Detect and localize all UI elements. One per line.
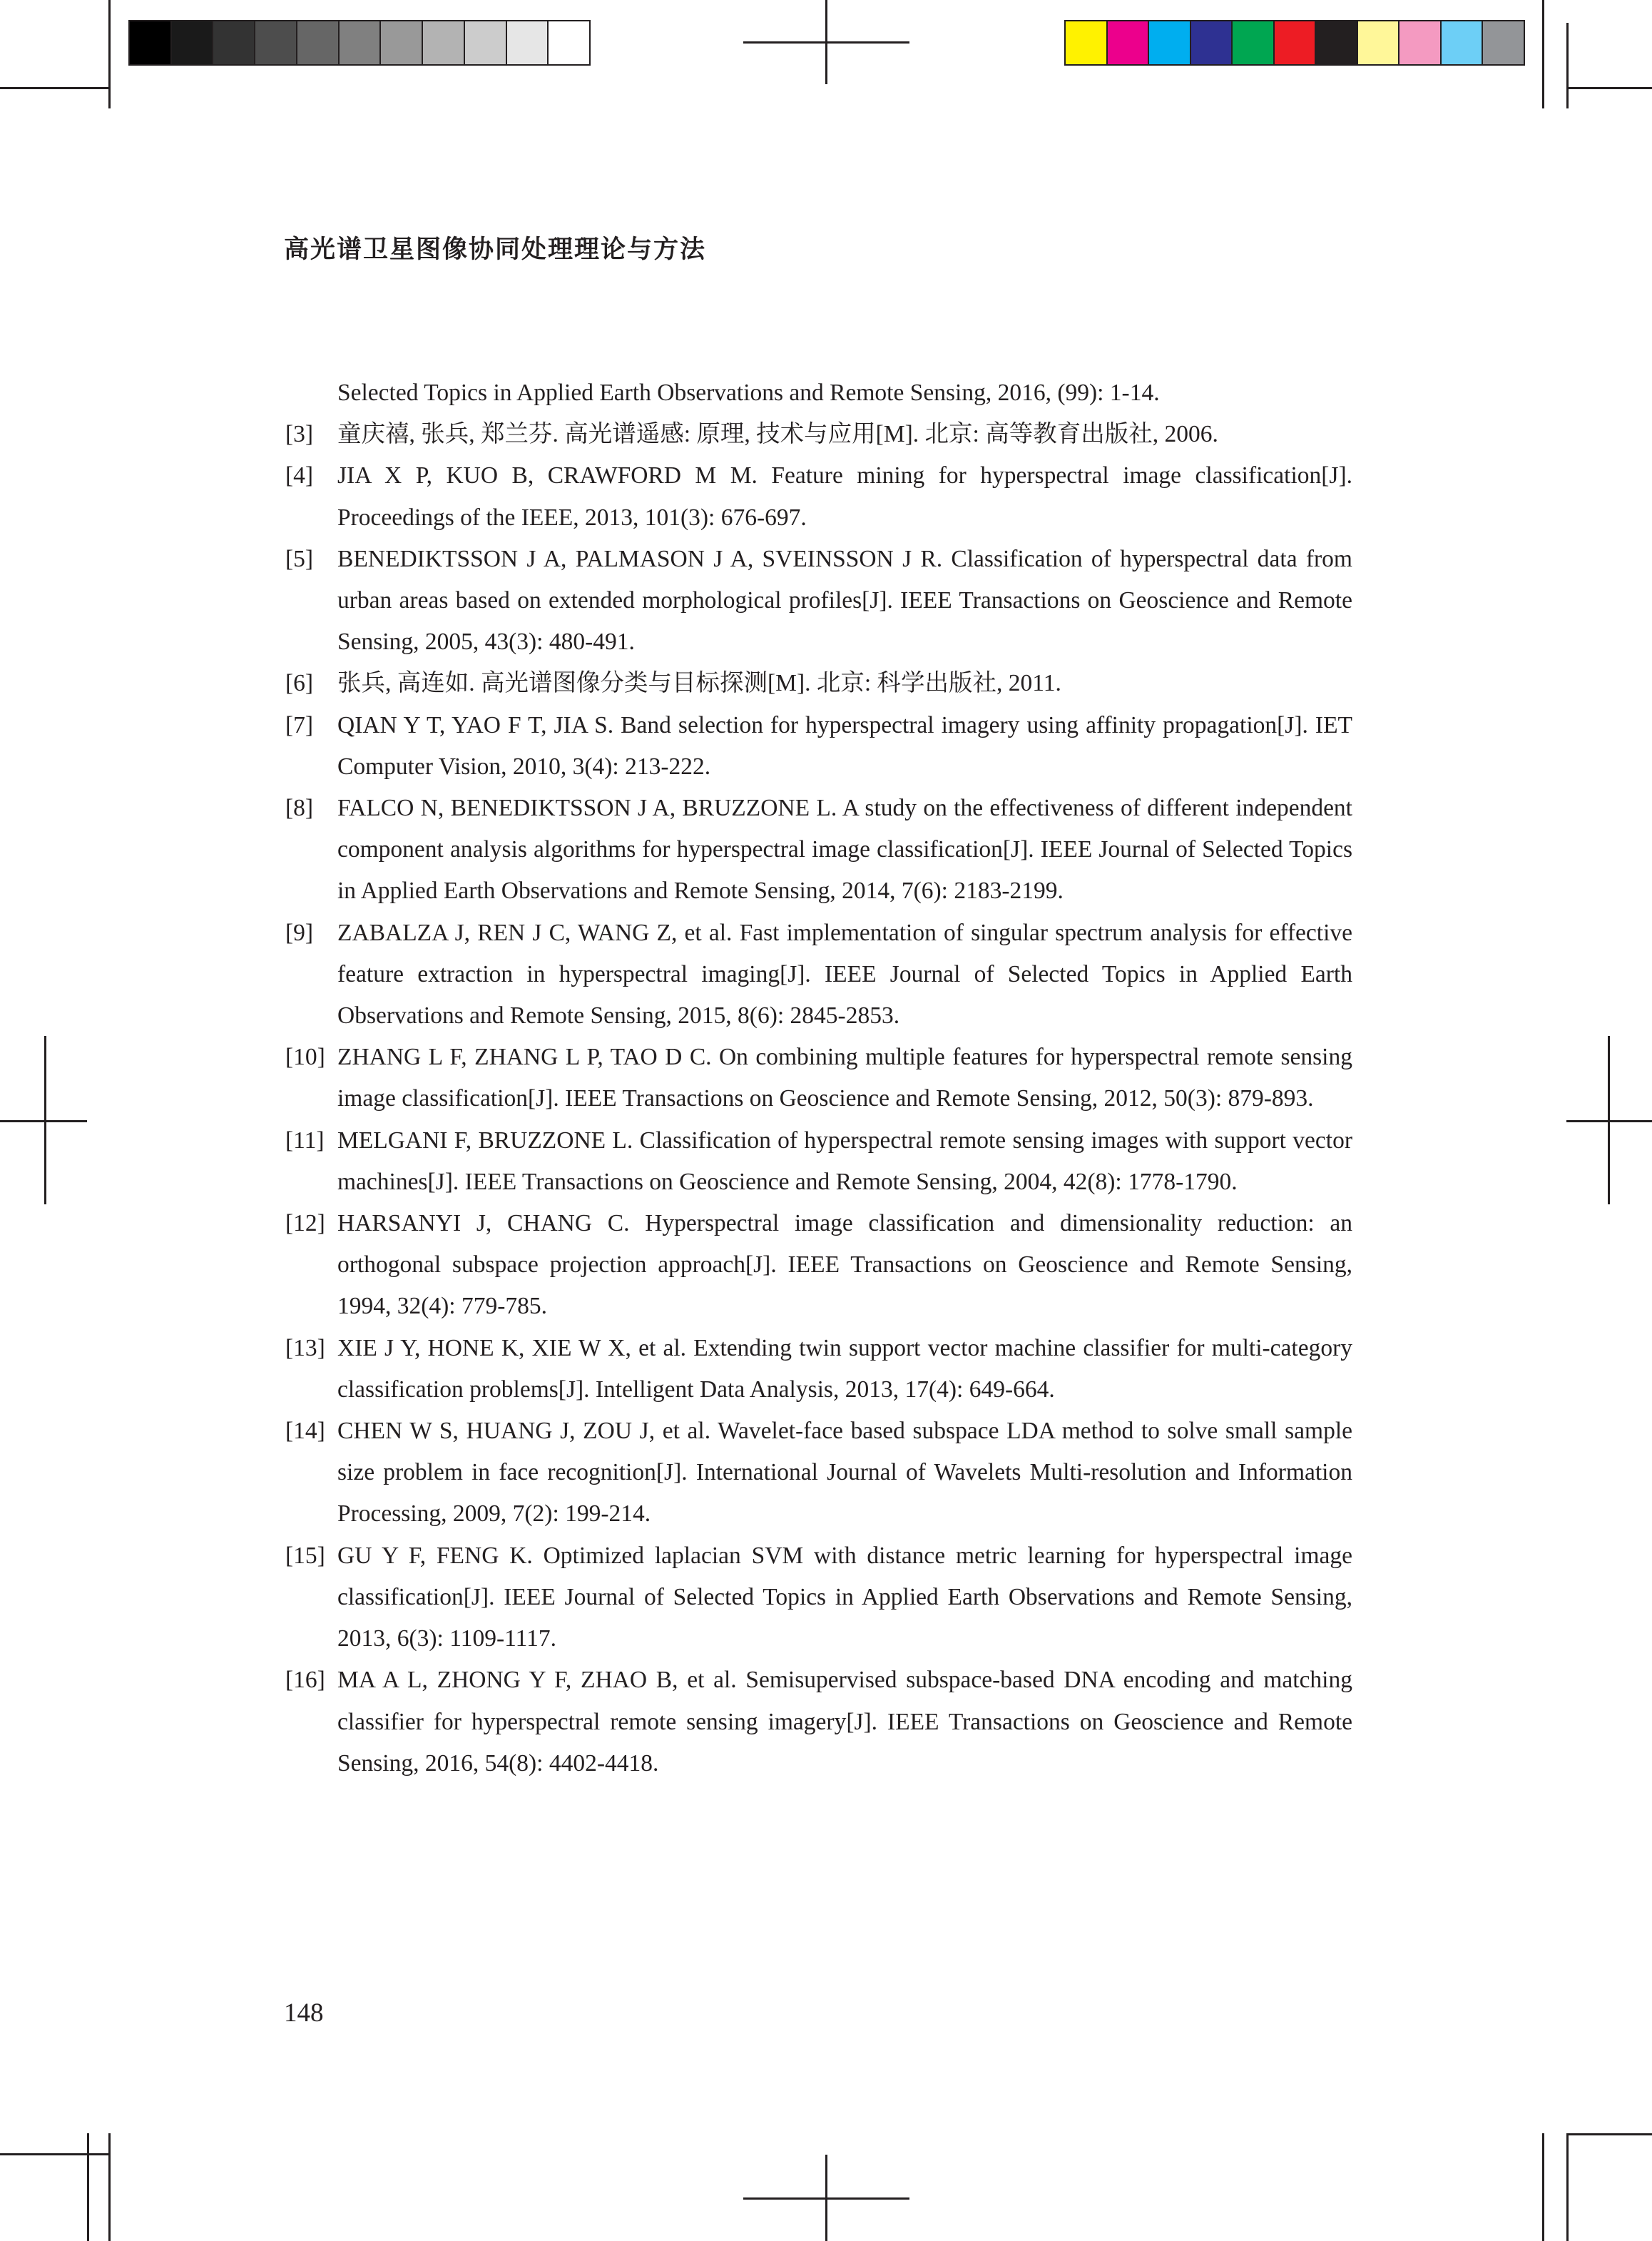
color-swatch: [1275, 21, 1317, 64]
page-number: 148: [284, 1998, 324, 2028]
crop-mark: [108, 0, 111, 108]
reference-entry: [285, 1037, 1352, 1119]
crop-mark: [0, 1120, 87, 1122]
reference-number: [12]: [285, 1210, 325, 1237]
color-swatch: [172, 21, 214, 64]
reference-number: [16]: [285, 1667, 325, 1694]
reference-text: BENEDIKTSSON J A, PALMASON J A, SVEINSSON J R. Classification of hyperspectral data from urban areas based on extended morphological profiles[J]. IEEE Transactions on Geoscience and Remote Sensing, 2005, 43(3): 480-491.: [337, 545, 1352, 656]
reference-entry: [285, 1328, 1352, 1411]
color-swatch: [1483, 21, 1524, 64]
color-swatch: [507, 21, 549, 64]
crop-mark: [1566, 87, 1652, 89]
crop-mark: [87, 2133, 89, 2241]
reference-text: QIAN Y T, YAO F T, JIA S. Band selection for hyperspectral imagery using affinity propagation[J]. IET Computer Vision, 2010, 3(4): 213-222.: [337, 711, 1352, 780]
reference-number: [5]: [285, 545, 314, 572]
running-header: 高光谱卫星图像协同处理理论与方法: [284, 235, 707, 263]
reference-number: [9]: [285, 919, 314, 946]
reference-entry: [285, 663, 1352, 704]
reference-entry: [285, 1660, 1352, 1784]
crop-mark: [743, 41, 909, 44]
reference-number: [7]: [285, 711, 314, 738]
reference-number: [6]: [285, 670, 314, 697]
crop-mark: [1566, 2133, 1569, 2241]
reference-number: [11]: [285, 1127, 325, 1154]
color-swatch: [1149, 21, 1191, 64]
color-calibration-bar: [1064, 20, 1525, 66]
reference-text: ZHANG L F, ZHANG L P, TAO D C. On combining multiple features for hyperspectral remote sensing image classification[J]. IEEE Transactions on Geoscience and Remote Sensing, 2012, 50(3): 879-893.: [337, 1044, 1352, 1112]
color-swatch: [549, 21, 589, 64]
color-swatch: [1399, 21, 1442, 64]
reference-entry: [285, 705, 1352, 788]
crop-mark: [44, 1036, 46, 1204]
reference-number: [15]: [285, 1542, 325, 1569]
reference-entry: [285, 1120, 1352, 1203]
reference-entry: [285, 788, 1352, 913]
color-swatch: [1191, 21, 1233, 64]
reference-text: 童庆禧, 张兵, 郑兰芬. 高光谱遥感: 原理, 技术与应用[M]. 北京: 高等教育出版社, 2006.: [337, 421, 1218, 448]
reference-text: JIA X P, KUO B, CRAWFORD M M. Feature mining for hyperspectral image classification[J]. Proceedings of the IEEE, 2013, 101(3): 676-697.: [337, 462, 1352, 531]
reference-number: [13]: [285, 1334, 325, 1361]
reference-entry: [285, 1535, 1352, 1660]
crop-mark: [1566, 2133, 1652, 2135]
reference-number: [8]: [285, 795, 314, 822]
reference-text: MELGANI F, BRUZZONE L. Classification of hyperspectral remote sensing images with support vector machines[J]. IEEE Transactions on Geoscience and Remote Sensing, 2004, 42(8): 1778-1790.: [337, 1127, 1352, 1195]
color-swatch: [1358, 21, 1400, 64]
crop-mark: [1542, 0, 1544, 108]
reference-text: HARSANYI J, CHANG C. Hyperspectral image classification and dimensionality reduction: an orthogonal subspace projection approach[J]. IEEE Transactions on Geoscience and Remote Sensing, 1994, 32(4): 779-785.: [337, 1210, 1352, 1320]
reference-text: 张兵, 高连如. 高光谱图像分类与目标探测[M]. 北京: 科学出版社, 2011.: [337, 670, 1061, 697]
color-swatch: [255, 21, 297, 64]
reference-entry: [285, 1411, 1352, 1535]
color-swatch: [1316, 21, 1358, 64]
color-swatch: [423, 21, 465, 64]
reference-number: [3]: [285, 421, 314, 448]
reference-entry: [285, 372, 1352, 414]
color-swatch: [340, 21, 382, 64]
color-swatch: [465, 21, 507, 64]
color-swatch: [213, 21, 255, 64]
crop-mark: [0, 2153, 108, 2155]
reference-text: CHEN W S, HUANG J, ZOU J, et al. Wavelet-face based subspace LDA method to solve small sample size problem in face recognition[J]. International Journal of Wavelets Multi-resolution and Information Processing, 2009, 7(2): 199-214.: [337, 1418, 1352, 1528]
reference-entry: [285, 539, 1352, 664]
color-swatch: [130, 21, 172, 64]
color-swatch: [297, 21, 340, 64]
reference-entry: [285, 913, 1352, 1037]
reference-entry: [285, 414, 1352, 455]
reference-list: [285, 372, 1352, 1784]
grayscale-calibration-bar: [128, 20, 591, 66]
color-swatch: [1066, 21, 1108, 64]
reference-number: [4]: [285, 462, 314, 489]
reference-text: MA A L, ZHONG Y F, ZHAO B, et al. Semisupervised subspace-based DNA encoding and matching classifier for hyperspectral remote sensing imagery[J]. IEEE Transactions on Geoscience and Remote Sensing, 2016, 54(8): 4402-4418.: [337, 1667, 1352, 1777]
crop-mark: [1608, 1036, 1610, 1204]
reference-text: FALCO N, BENEDIKTSSON J A, BRUZZONE L. A study on the effectiveness of different independent component analysis algorithms for hyperspectral image classification[J]. IEEE Journal of Selected Topics in Applied Earth Observations and Remote Sensing, 2014, 7(6): 2183-2199.: [337, 795, 1352, 905]
reference-number: [10]: [285, 1044, 325, 1071]
reference-text: GU Y F, FENG K. Optimized laplacian SVM with distance metric learning for hyperspectral image classification[J]. IEEE Journal of Selected Topics in Applied Earth Observations and Remote Sensing, 2013, 6(3): 1109-1117.: [337, 1542, 1352, 1652]
reference-text: ZABALZA J, REN J C, WANG Z, et al. Fast implementation of singular spectrum analysis for effective feature extraction in hyperspectral imaging[J]. IEEE Journal of Selected Topics in Applied Earth Observations and Remote Sensing, 2015, 8(6): 2845-2853.: [337, 919, 1352, 1030]
color-swatch: [1233, 21, 1275, 64]
color-swatch: [1108, 21, 1150, 64]
reference-text: XIE J Y, HONE K, XIE W X, et al. Extending twin support vector machine classifier for multi-category classification problems[J]. Intelligent Data Analysis, 2013, 17(4): 649-664.: [337, 1334, 1352, 1403]
reference-entry: [285, 1203, 1352, 1328]
crop-mark: [743, 2197, 909, 2200]
reference-number: [14]: [285, 1418, 325, 1445]
color-swatch: [1442, 21, 1484, 64]
reference-entry: [285, 455, 1352, 538]
crop-mark: [108, 2133, 111, 2241]
crop-mark: [1542, 2133, 1544, 2241]
color-swatch: [381, 21, 423, 64]
crop-mark: [0, 87, 108, 89]
reference-text: Selected Topics in Applied Earth Observations and Remote Sensing, 2016, (99): 1-14.: [337, 380, 1160, 406]
crop-mark: [1566, 23, 1569, 108]
